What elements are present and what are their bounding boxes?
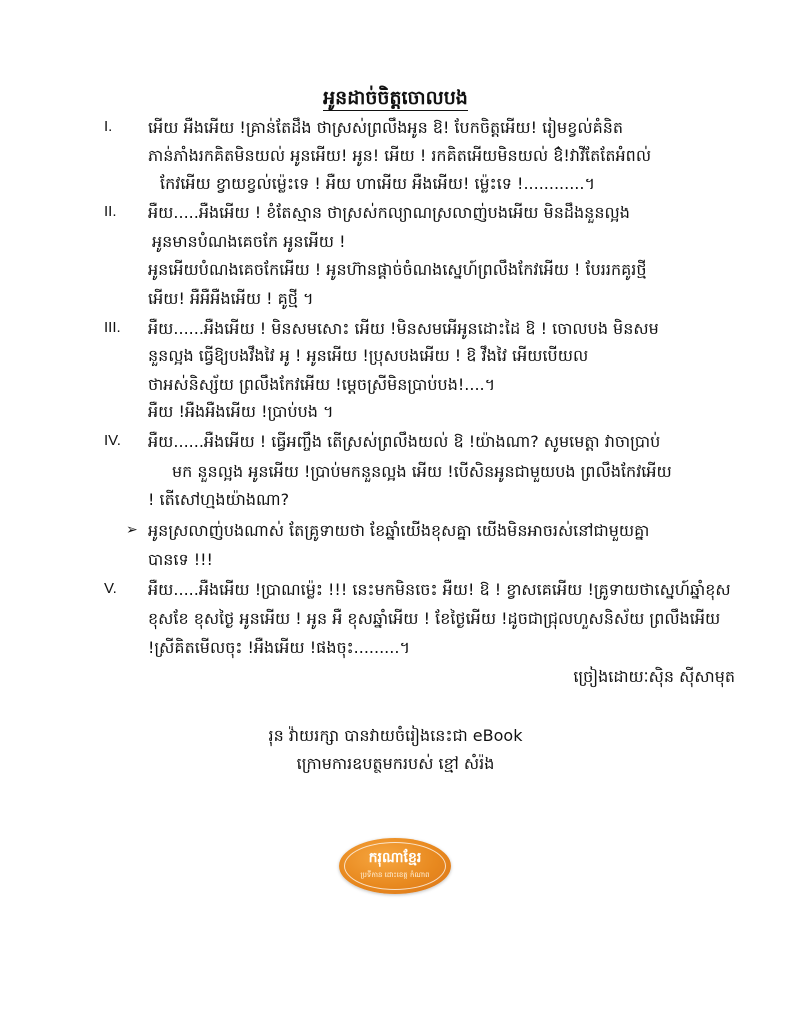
logo-name: ករុណាខ្មែរ	[368, 850, 422, 866]
section-2-line-2: អូនមានបំណងគេចកែ អូនអើយ !	[152, 232, 346, 251]
section-numeral-3: III.	[104, 319, 121, 336]
section-2-line-4: អើយ! អឺអឺអឺងអើយ ! គូថ្មី ។	[148, 289, 314, 308]
section-1-line-3: កែវអើយ ខ្វាយខ្វល់ម្ល៉េះទេ ! អឺយ ហាអើយ អឺងអើយ! ម្ល៉េះទេ !............។	[160, 174, 596, 193]
page-title-text: អូនដាច់ចិត្តចោលបង	[323, 87, 468, 109]
section-numeral-4: IV.	[104, 432, 121, 449]
section-3-line-1: អឺយ......អឺងអើយ ! មិនសមសោះ អើយ !មិនសមអើអូនដោះដៃ ឱ ! ចោលបង មិនសម	[148, 319, 659, 338]
section-5-line-1: អឺយ.....អឺងអើយ !ប្រាណម្ល៉េះ !!! នេះមកមិនចេះ អឺយ! ឱ ! ខ្វាសគេអើយ !គ្រូទាយថាស្នេហ៍ឆ្នាំខុស	[148, 580, 731, 599]
section-3-line-3: ថាអស់និស្ស័យ ព្រលឹងកែវអើយ !ម្តេចស្រីមិនប្រាប់បង!....។	[148, 375, 496, 394]
section-2-line-1: អឺយ.....អឺងអើយ ! ខំតែស្មាន ថាស្រស់កល្យាណស្រលាញ់បងអើយ មិនដឹងនួនល្អង	[148, 203, 630, 222]
section-1-line-1: អើយ អឺងអើយ !គ្រាន់តែដឹង ថាស្រស់ព្រលឹងអូន ឱ! បែកចិត្តអើយ! រៀមខ្វល់គំនិត	[148, 118, 624, 137]
section-4-line-1: អឺយ......អឺងអើយ ! ធ្វើអញ្ចឹង តើស្រស់ព្រលឹងយល់ ឱ !យ៉ាងណា? សូមមេត្តា វាចាប្រាប់	[148, 432, 661, 451]
logo-tagline: ប្រទីកាន ដោះខេត្ត កំណាព	[360, 871, 430, 879]
ebook-credit: រុន វ៉ាយរក្សា បានវាយចំរៀងនេះជា eBook	[268, 726, 523, 745]
section-4-line-2: មក នួនល្អង អូនអើយ !ប្រាប់មកនួនល្អង អើយ !បើសិនអូនជាមួយបង ព្រលឹងកែវអើយ	[172, 462, 672, 481]
section-5-line-2: ខុសខែ ខុសថ្ងៃ អូនអើយ ! អូន អឺ ខុសឆ្នាំអើយ ! ខែថ្ងៃអើយ !ដូចជាជ្រុលហួសនិស័យ ព្រលឹងអើយ	[148, 609, 721, 628]
section-numeral-1: I.	[104, 118, 113, 135]
section-4-line-3: ! តើសៅហ្មងយ៉ាងណា?	[148, 490, 290, 509]
bullet-line-2: បានទេ !!!	[148, 550, 213, 569]
singer-credit: ច្រៀងដោយៈស៊ិន ស៊ីសាមុត	[573, 667, 735, 686]
section-3-line-4: អឺយ !អឺងអឺងអើយ !ប្រាប់បង ។	[148, 402, 334, 421]
page-title	[0, 86, 791, 114]
karuna-khmer-logo	[339, 838, 451, 894]
section-3-line-2: នួនល្អង ធ្វើឱ្យបងវឹងវៃ អូ ! អូនអើយ !ប្រុសបងអើយ ! ឱ វឹងវៃ អើយបើយល	[148, 346, 589, 365]
section-numeral-5: V.	[104, 580, 117, 597]
section-1-line-2: ភាន់ភាំងរកគិតមិនយល់ អូនអើយ! អូន! អើយ ! រកគិតអើយមិនយល់ ឱ៎!វាវីតែតែអំពល់	[148, 146, 652, 165]
bullet-line-1: អូនស្រលាញ់បងណាស់ តែគ្រូទាយថា ខែឆ្នាំយើងខុសគ្នា យើងមិនអាចរស់នៅជាមួយគ្នា	[148, 521, 650, 540]
section-2-line-3: អូនអើយបំណងគេចកែអើយ ! អូនហ៊ានផ្តាច់ចំណងស្នេហ៍ព្រលឹងកែវអើយ ! បែររកគូរថ្មី	[148, 260, 647, 279]
sponsor-credit: ក្រោមការឧបត្ថមករបស់ ខ្មៅ សំរ៉ង	[296, 754, 495, 773]
bullet-arrow-icon: ➢	[126, 522, 138, 538]
section-numeral-2: II.	[104, 203, 117, 220]
section-5-line-3: !ស្រីគិតមើលចុះ !អឺងអើយ !ផងចុះ.........។	[148, 638, 410, 657]
